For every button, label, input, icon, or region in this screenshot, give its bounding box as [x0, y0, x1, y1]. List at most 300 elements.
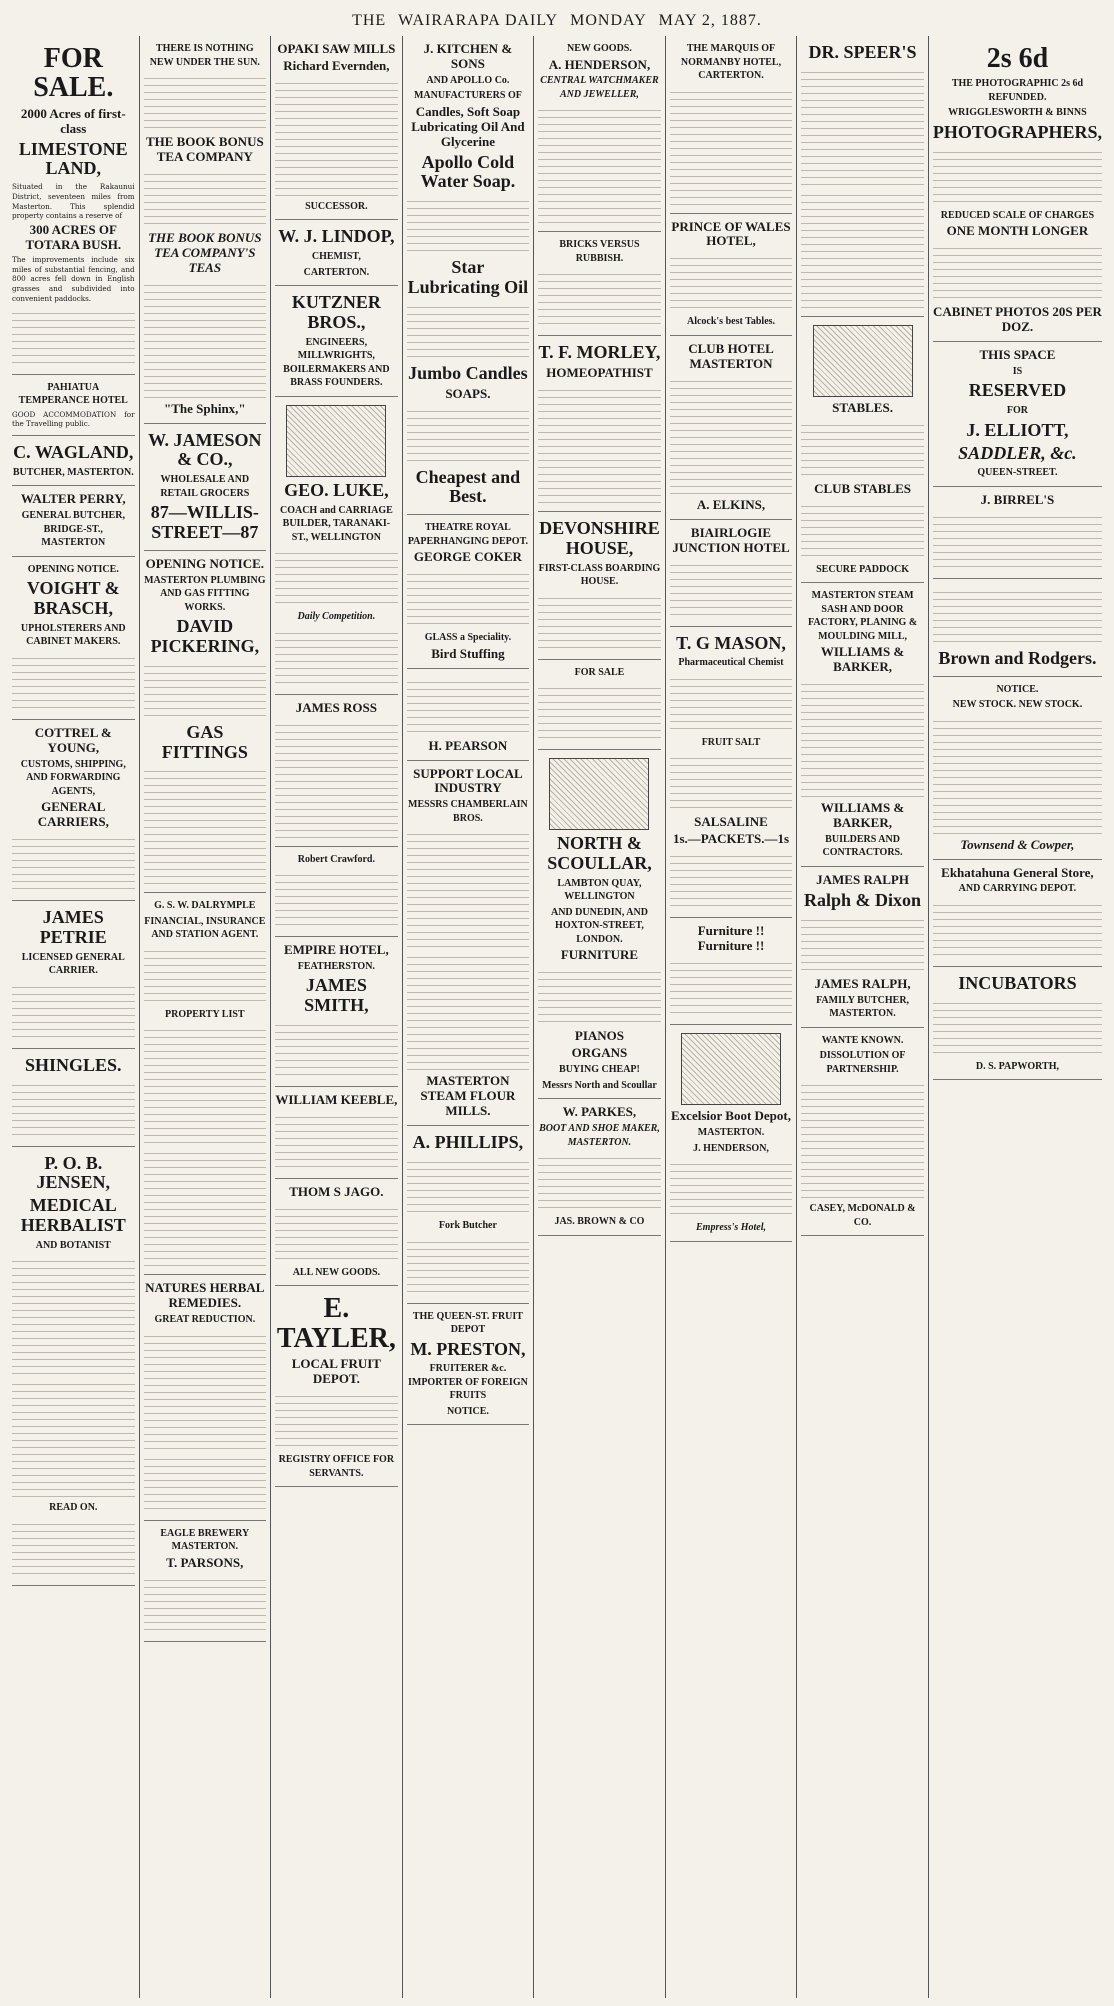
property-heading: PROPERTY LIST: [165, 1008, 245, 1020]
incubators-ad: [933, 967, 1102, 1080]
pahiatua-ad: [12, 375, 135, 436]
apollo-soap-heading: Apollo Cold Water Soap.: [420, 151, 516, 192]
column-6: [666, 36, 798, 1998]
pearson-heading: H. PEARSON: [428, 737, 508, 753]
papworth-heading: D. S. PAPWORTH,: [975, 1060, 1059, 1072]
williams-heading: WILLIAMS & BARKER,: [820, 644, 905, 675]
henderson-heading: J. HENDERSON,: [693, 1142, 769, 1154]
keeble-heading: WILLIAM KEEBLE,: [275, 1092, 398, 1108]
botanist-sub: AND BOTANIST: [35, 1239, 111, 1251]
body-text-block: [275, 1111, 398, 1171]
body-text-block: [670, 1158, 793, 1218]
body-text-block: [144, 72, 267, 132]
luke-sub: COACH and CARRIAGE BUILDER, TARANAKI-ST., WELLINGTON: [279, 504, 393, 543]
wales-ad: [670, 214, 793, 336]
reserved-ad: [933, 342, 1102, 487]
devonshire-ad: [538, 512, 661, 660]
coker-ad: [407, 515, 530, 668]
parkes-ad: [538, 1099, 661, 1235]
cottrell-heading: COTTREL & YOUNG,: [34, 724, 112, 755]
body-text-block: [407, 1236, 530, 1296]
bricks-ad: [538, 232, 661, 336]
body-text-block: [144, 660, 267, 720]
marquis-ad: [670, 36, 793, 214]
kutzner-ad: [275, 286, 398, 397]
dissolution-ad: [801, 1028, 924, 1237]
support-ad: [407, 761, 530, 1127]
masthead-date: MAY 2, 1887.: [658, 12, 762, 29]
body-text-block: [407, 405, 530, 465]
casey-heading: CASEY, McDONALD & CO.: [809, 1203, 916, 1228]
carterton-sub: CARTERTON.: [303, 266, 370, 278]
lindop-heading: W. J. LINDOP,: [278, 226, 395, 247]
kitchen-ad: [407, 36, 530, 515]
masthead-day: MONDAY: [570, 12, 647, 29]
price-heading: 2s 6d: [986, 43, 1049, 74]
bonus-heading: THE BOOK BONUS TEA COMPANY: [145, 134, 264, 164]
body-text-block: [801, 678, 924, 798]
jensen-heading: P. O. B. JENSEN,: [36, 1152, 111, 1193]
parsons-ad: [144, 1521, 267, 1642]
opening-notice: OPENING NOTICE.: [27, 563, 119, 575]
opening-notice: OPENING NOTICE.: [145, 555, 265, 571]
reduction-sub: GREAT REDUCTION.: [154, 1314, 256, 1326]
totara-body: The improvements include six miles of substantial fencing, and 800 acres fell down in English grasses and subdivided into convenient paddocks.: [12, 255, 135, 303]
birrel-heading: J. BIRREL'S: [980, 491, 1055, 507]
body-text-block: [407, 195, 530, 255]
dunedin-sub: AND DUNEDIN, AND HOXTON-STREET, LONDON.: [550, 906, 648, 945]
theatre-heading: THEATRE ROYAL PAPERHANGING DEPOT.: [407, 522, 528, 547]
fork-heading: Fork Butcher: [438, 1220, 497, 1231]
refunded-sub: THE PHOTOGRAPHIC 2s 6d REFUNDED.: [951, 78, 1084, 103]
morley-ad: [538, 336, 661, 512]
photo-ad: [933, 36, 1102, 342]
lindop-ad: [275, 220, 398, 286]
body-text-block: [407, 568, 530, 628]
body-text-block: [933, 715, 1102, 835]
kutzner-sub: ENGINEERS, MILLWRIGHTS, BOILERMAKERS AND BRASS FOUNDERS.: [283, 336, 390, 389]
luke-ad: [275, 397, 398, 695]
jago-ad: [275, 1179, 398, 1286]
successor-heading: SUCCESSOR.: [305, 200, 368, 212]
wagland-sub: BUTCHER, MASTERTON.: [12, 466, 134, 478]
herbalist-heading: MEDICAL HERBALIST: [20, 1195, 126, 1235]
parkes-heading: W. PARKES,: [562, 1104, 637, 1120]
club-stables-heading: CLUB STABLES: [814, 480, 912, 496]
opaki-ad: [275, 36, 398, 220]
packets-heading: 1s.—PACKETS.—1s: [672, 831, 790, 847]
flourmills-heading: MASTERTON STEAM FLOUR MILLS.: [420, 1073, 516, 1119]
store-heading: Ekhatahuna General Store,: [941, 864, 1094, 880]
is-word: IS: [1012, 365, 1023, 377]
mason-heading: T. G MASON,: [676, 632, 786, 653]
bird-heading: Bird Stuffing: [431, 645, 505, 661]
speer-ad: [801, 36, 924, 317]
body-text-block: [144, 765, 267, 885]
bonus-tea-ad: [144, 36, 267, 424]
body-text-block: [670, 559, 793, 619]
brown-heading: JAS. BROWN & CO: [554, 1216, 645, 1228]
masterton-sub: MASTERTON.: [697, 1127, 765, 1139]
furniture-heading: Furniture !! Furniture !!: [697, 923, 765, 954]
jameson-sub: WHOLESALE AND RETAIL GROCERS: [160, 474, 250, 499]
queenst-heading: THE QUEEN-ST. FRUIT DEPOT: [412, 1310, 523, 1335]
incubators-heading: INCUBATORS: [958, 972, 1077, 993]
body-text-block: [670, 673, 793, 733]
dalrymple-ad: [144, 893, 267, 1275]
lambton-sub: LAMBTON QUAY, WELLINGTON: [557, 877, 642, 903]
cheapest-heading: Cheapest and Best.: [415, 466, 521, 507]
opaki-heading: OPAKI SAW MILLS: [277, 41, 396, 56]
dalrymple-heading: G. S. W. DALRYMPLE: [154, 900, 256, 912]
body-text-block: [407, 301, 530, 361]
petrie-sub: LICENSED GENERAL CARRIER.: [21, 951, 125, 977]
notice-heading: NOTICE.: [446, 1405, 489, 1417]
photographers-heading: PHOTOGRAPHERS,: [932, 121, 1103, 142]
phillips-ad: [407, 1126, 530, 1303]
builders-sub: BUILDERS AND CONTRACTORS.: [822, 833, 903, 859]
ralph-ad: [801, 867, 924, 1028]
elkins-heading: A. ELKINS,: [696, 496, 766, 512]
empire-heading: EMPIRE HOTEL,: [283, 942, 389, 957]
buying-heading: BUYING CHEAP!: [559, 1064, 640, 1076]
jago-heading: THOM S JAGO.: [289, 1183, 384, 1199]
ross-ad: [275, 695, 398, 847]
month-heading: ONE MONTH LONGER: [946, 223, 1089, 239]
club-heading: CLUB HOTEL MASTERTON: [688, 340, 774, 371]
furniture-heading: FURNITURE: [560, 947, 639, 963]
dalrymple-sub: FINANCIAL, INSURANCE AND STATION AGENT.: [144, 915, 266, 941]
empire-ad: [275, 937, 398, 1087]
brown-rodgers-ad: [933, 579, 1102, 677]
perry-heading: WALTER PERRY,: [20, 491, 126, 507]
carriers-heading: GENERAL CARRIERS,: [37, 799, 109, 830]
body-text-block: [538, 104, 661, 224]
column-3: [271, 36, 403, 1998]
airlogie-ad: [670, 520, 793, 627]
voight-sub: UPHOLSTERERS AND CABINET MAKERS.: [20, 622, 126, 648]
body-text-block: [801, 66, 924, 186]
parkes-sub: BOOT AND SHOE MAKER, MASTERTON.: [539, 1123, 660, 1148]
body-text-block: [801, 1079, 924, 1199]
airlogie-heading: BIAIRLOGIE JUNCTION HOTEL: [672, 524, 790, 555]
keeble-ad: [275, 1087, 398, 1179]
tayler-ad: [275, 1286, 398, 1487]
carrying-sub: AND CARRYING DEPOT.: [958, 883, 1077, 895]
preston-ad: [407, 1304, 530, 1426]
crawford-heading: Robert Crawford.: [297, 853, 375, 865]
glass-heading: GLASS a Speciality.: [424, 632, 512, 644]
ross-heading: JAMES ROSS: [295, 699, 377, 715]
daily-competition: Daily Competition.: [297, 611, 376, 623]
birrel-ad: [933, 487, 1102, 579]
elliott-heading: J. ELLIOTT,: [966, 419, 1069, 440]
sofa-illustration: [549, 758, 649, 830]
coker-heading: GEORGE COKER: [413, 549, 522, 565]
forsale-heading: FOR SALE.: [33, 43, 114, 104]
north-scoullar-ad: [538, 750, 661, 1099]
column-4: [403, 36, 535, 1998]
pianos-heading: PIANOS: [574, 1028, 625, 1044]
messrs-sub: Messrs North and Scoullar: [542, 1079, 657, 1091]
williams-ad: [801, 583, 924, 867]
body-text-block: [275, 1019, 398, 1079]
evernden-heading: Richard Evernden,: [283, 57, 390, 73]
body-text-block: [275, 869, 398, 929]
star-heading: Star Lubricating Oil: [407, 257, 529, 298]
mason-ad: [670, 627, 793, 919]
body-text-block: [933, 586, 1102, 646]
body-text-block: [144, 1453, 267, 1513]
wanted-heading: WANTE KNOWN.: [821, 1034, 904, 1046]
body-text-block: [538, 966, 661, 1026]
masthead-title: WAIRARAPA DAILY: [398, 12, 559, 29]
body-text-block: [801, 419, 924, 479]
for-word: FOR: [1006, 405, 1028, 417]
body-text-block: [933, 899, 1102, 959]
preston-heading: M. PRESTON,: [410, 1338, 526, 1359]
body-text-block: [144, 168, 267, 228]
chemist-sub: CHEMIST,: [311, 251, 361, 263]
body-text-block: [12, 307, 135, 367]
body-text-block: [670, 850, 793, 910]
newstock-heading: NEW STOCK. NEW STOCK.: [952, 699, 1083, 711]
organs-heading: ORGANS: [571, 1045, 628, 1061]
ralph-heading-2: JAMES RALPH,: [814, 975, 911, 991]
body-text-block: [670, 375, 793, 495]
dissolution-heading: DISSOLUTION OF PARTNERSHIP.: [819, 1050, 906, 1075]
nothing-new-heading: THERE IS NOTHING NEW UNDER THE SUN.: [149, 43, 260, 68]
preston-sub: FRUITERER &c. IMPORTER OF FOREIGN FRUITS: [407, 1363, 528, 1402]
body-text-block: [12, 652, 135, 712]
newspaper-columns: [8, 36, 1106, 1998]
salsaline-heading: SALSALINE: [694, 814, 768, 830]
body-text-block: [801, 500, 924, 560]
devonshire-heading: DEVONSHIRE HOUSE,: [539, 518, 660, 558]
petrie-heading: JAMES PETRIE: [39, 907, 107, 947]
townsend-heading: Townsend & Cowper,: [960, 836, 1075, 852]
acres-line: 2000 Acres of first-class: [20, 105, 126, 136]
forsale-heading: FOR SALE: [574, 666, 625, 678]
body-text-block: [801, 914, 924, 974]
brewery-heading: EAGLE BREWERY MASTERTON.: [160, 1527, 250, 1553]
body-text-block: [407, 951, 530, 1071]
luke-heading: GEO. LUKE,: [284, 479, 389, 500]
plumbing-sub: MASTERTON PLUMBING AND GAS FITTING WORKS.: [144, 574, 266, 613]
body-text-block: [144, 279, 267, 399]
empress-heading: Empress's Hotel,: [696, 1222, 767, 1234]
apollo-sub: AND APOLLO Co.: [426, 74, 510, 86]
cottrell-ad: [12, 720, 135, 901]
body-text-block: [933, 146, 1102, 206]
wrigglesworth-heading: WRIGGLESWORTH & BINNS: [948, 107, 1087, 119]
parsons-heading: T. PARSONS,: [166, 1554, 244, 1570]
pahiatua-heading: PAHIATUA TEMPERANCE HOTEL: [18, 381, 128, 407]
excelsior-heading: Excelsior Boot Depot,: [671, 1108, 791, 1124]
wagland-heading: C. WAGLAND,: [13, 442, 134, 463]
column-7: [797, 36, 929, 1998]
notice-heading: NOTICE.: [996, 683, 1039, 695]
body-text-block: [144, 1147, 267, 1267]
column-1: [8, 36, 140, 1998]
phillips-heading: A. PHILLIPS,: [412, 1132, 524, 1153]
body-text-block: [275, 547, 398, 607]
watchmaker-sub: CENTRAL WATCHMAKER AND JEWELLER,: [540, 75, 659, 100]
body-text-block: [144, 1574, 267, 1634]
fruit-heading: LOCAL FRUIT DEPOT.: [291, 1356, 381, 1387]
column-2: [140, 36, 272, 1998]
cottrell-sub: CUSTOMS, SHIPPING, AND FORWARDING AGENTS,: [20, 758, 126, 797]
body-text-block: [670, 252, 793, 312]
natures-ad: [144, 1275, 267, 1520]
registry-heading: REGISTRY OFFICE FOR SERVANTS.: [278, 1454, 395, 1479]
boot-depot-ad: [670, 1025, 793, 1241]
sash-heading: MASTERTON STEAM SASH AND DOOR FACTORY, PLANING & MOULDING MILL,: [807, 590, 918, 642]
sale-ad: [538, 660, 661, 751]
body-text-block: [801, 189, 924, 309]
body-text-block: [538, 268, 661, 328]
body-text-block: [407, 828, 530, 948]
perry-sub: GENERAL BUTCHER, BRIDGE-ST., MASTERTON: [21, 510, 125, 549]
voight-ad: [12, 557, 135, 720]
pickering-ad: [144, 551, 267, 894]
masthead-the: THE: [352, 12, 387, 29]
henderson-heading: A. HENDERSON,: [548, 56, 651, 72]
saddler-heading: SADDLER, &c.: [958, 442, 1077, 463]
masthead: [0, 0, 1114, 30]
jameson-ad: [144, 424, 267, 551]
willis-heading: 87—WILLIS-STREET—87: [150, 502, 259, 543]
brown-heading: Brown and Rodgers.: [938, 647, 1097, 668]
body-text-block: [12, 1079, 135, 1139]
williams-heading-2: WILLIAMS & BARKER,: [820, 800, 905, 830]
body-text-block: [275, 719, 398, 839]
chemist-sub: Pharmaceutical Chemist: [678, 657, 784, 669]
paddock-heading: SECURE PADDOCK: [816, 563, 909, 575]
shingles-ad: [12, 1049, 135, 1147]
candles-heading: Candles, Soft Soap Lubricating Oil And Glycerine: [411, 103, 525, 149]
body-text-block: [12, 833, 135, 893]
sphinx-heading: "The Sphinx,": [164, 400, 246, 416]
carriage-illustration: [286, 405, 386, 477]
alcock-heading: Alcock's best Tables.: [686, 316, 776, 328]
cabinet-heading: CABINET PHOTOS 20S PER DOZ.: [932, 304, 1102, 335]
body-text-block: [12, 1255, 135, 1375]
manufacturers-sub: MANUFACTURERS OF: [413, 90, 522, 102]
smith-heading: JAMES SMITH,: [304, 975, 369, 1016]
body-text-block: [407, 1156, 530, 1216]
body-text-block: [933, 242, 1102, 302]
ralph-heading: JAMES RALPH: [816, 871, 909, 887]
stables-heading: STABLES.: [832, 399, 893, 415]
body-text-block: [275, 1390, 398, 1450]
body-text-block: [12, 1518, 135, 1578]
fruit-salt-heading: FRUIT SALT: [701, 736, 761, 748]
pahiatua-body: GOOD ACCOMMODATION for the Travelling public.: [12, 409, 135, 429]
perry-ad: [12, 486, 135, 556]
tayler-heading: E. TAYLER,: [276, 1293, 396, 1354]
body-text-block: [670, 752, 793, 812]
body-text-block: [670, 86, 793, 206]
readon-heading: READ ON.: [49, 1502, 98, 1514]
newgoods-heading: NEW GOODS.: [567, 43, 632, 54]
crawford-ad: [275, 847, 398, 938]
townsend-ad: [933, 677, 1102, 860]
boarding-sub: FIRST-CLASS BOARDING HOUSE.: [538, 562, 661, 588]
store-ad: [933, 860, 1102, 967]
body-text-block: [275, 77, 398, 197]
body-text-block: [144, 945, 267, 1005]
body-text-block: [933, 511, 1102, 571]
forsale-ad: [12, 36, 135, 375]
stables-ad: [801, 317, 924, 583]
chamberlain-heading: MESSRS CHAMBERLAIN BROS.: [408, 799, 528, 824]
boot-illustration: [681, 1033, 781, 1105]
henderson-ad: [538, 36, 661, 232]
bricks-heading: BRICKS VERSUS RUBBISH.: [559, 239, 640, 264]
voight-heading: VOIGHT & BRASCH,: [26, 578, 120, 619]
body-text-block: [12, 981, 135, 1041]
body-text-block: [670, 957, 793, 1017]
club-hotel-ad: [670, 336, 793, 520]
pickering-heading: DAVID PICKERING,: [150, 616, 260, 657]
family-sub: FAMILY BUTCHER, MASTERTON.: [816, 994, 910, 1020]
limestone-body: Situated in the Rakaunui District, seventeen miles from Masterton. This splendid property contains a reserve of: [12, 182, 135, 221]
featherston-sub: FEATHERSTON.: [297, 960, 375, 972]
morley-heading: T. F. MORLEY,: [538, 342, 661, 363]
body-text-block: [538, 1152, 661, 1212]
shingles-heading: SHINGLES.: [25, 1054, 122, 1075]
gas-heading: GAS FITTINGS: [161, 721, 248, 762]
body-text-block: [538, 592, 661, 652]
support-heading: SUPPORT LOCAL INDUSTRY: [413, 765, 523, 796]
marquis-heading: THE MARQUIS OF NORMANBY HOTEL, CARTERTON.: [680, 43, 782, 81]
petrie-ad: [12, 901, 135, 1049]
body-text-block: [275, 1203, 398, 1263]
furniture-ad: [670, 918, 793, 1025]
jumbo-heading: Jumbo Candles: [408, 362, 528, 383]
natures-heading: NATURES HERBAL REMEDIES.: [145, 1280, 265, 1311]
wagland-ad: [12, 436, 135, 486]
limestone-heading: LIMESTONE LAND,: [18, 138, 128, 179]
space-heading: THIS SPACE: [979, 347, 1056, 362]
body-text-block: [12, 1378, 135, 1498]
northsc-heading: NORTH & SCOULLAR,: [547, 833, 652, 874]
column-5: [534, 36, 666, 1998]
pearson-ad: [407, 669, 530, 761]
kutzner-heading: KUTZNER BROS.,: [291, 292, 381, 332]
body-text-block: [275, 627, 398, 687]
body-text-block: [933, 997, 1102, 1057]
kitchen-heading: J. KITCHEN & SONS: [423, 41, 513, 71]
ralph-dixon-heading: Ralph & Dixon: [804, 889, 922, 910]
jameson-heading: W. JAMESON & CO.,: [148, 429, 262, 470]
column-8: [929, 36, 1106, 1998]
reduced-heading: REDUCED SCALE OF CHARGES: [940, 209, 1095, 221]
jensen-ad: [12, 1147, 135, 1586]
bonus-teas-heading: THE BOOK BONUS TEA COMPANY'S TEAS: [148, 229, 262, 275]
speer-heading: DR. SPEER'S: [808, 42, 917, 62]
body-text-block: [538, 682, 661, 742]
body-text-block: [144, 1024, 267, 1144]
wales-heading: PRINCE OF WALES HOTEL,: [671, 218, 791, 249]
totara-heading: 300 ACRES OF TOTARA BUSH.: [25, 222, 122, 253]
homeopathist-sub: HOMEOPATHIST: [546, 365, 653, 381]
body-text-block: [538, 384, 661, 504]
soaps-heading: SOAPS.: [445, 385, 491, 401]
reserved-heading: RESERVED: [968, 380, 1067, 401]
buggy-illustration: [813, 325, 913, 397]
